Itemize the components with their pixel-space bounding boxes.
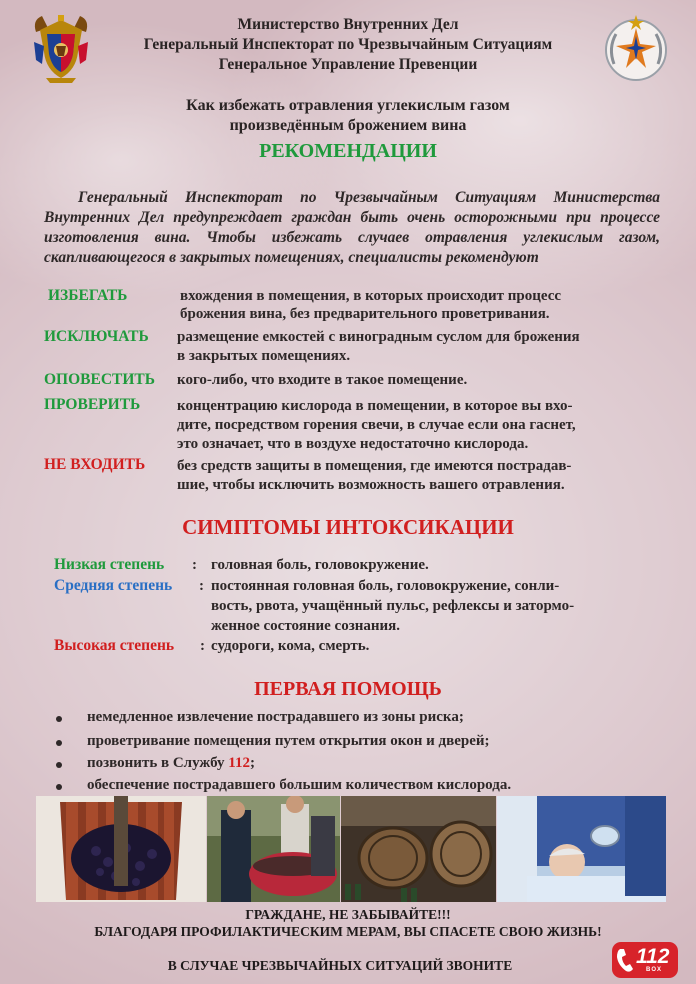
inspectorate-name: Генеральный Инспекторат по Чрезвычайным Ситуациям [143,36,553,53]
first-aid-item-4: обеспечение пострадавшего большим количеством кислорода. [87,777,512,793]
first-aid-item-3-prefix: позвонить в Службу [87,755,229,771]
first-aid-item-2: проветривание помещения путем открытия окон и дверей; [87,733,490,749]
keyword-exclude: ИСКЛЮЧАТЬ [44,328,149,345]
symptom-medium-text-3: женное состояние сознания. [211,618,401,634]
check-text-3: это означает, что в воздухе недостаточно кислорода. [177,436,529,452]
footer-line-1: ГРАЖДАНЕ, НЕ ЗАБЫВАЙТЕ!!! [245,907,451,922]
symptom-medium-text-1: постоянная головная боль, головокружение, сонли- [211,578,560,594]
department-name: Генеральное Управление Превенции [218,56,478,73]
symptom-low-text: головная боль, головокружение. [211,557,429,573]
intro-paragraph: Генеральный Инспекторат по Чрезвычайным Ситуациям Министерства Внутренних Дел предупреждает граждан быть очень осторожными при процессе изготовления вина. Чтобы избежать случаев отравления углекислым газом, скапливающегося в закрытых помещениях, специалисты рекомендуют [44,189,660,266]
exclude-text-2: в закрытых помещениях. [177,348,351,364]
badge-112-small: BOX [646,967,663,973]
first-aid-item-1: немедленное извлечение пострадавшего из зоны риска; [87,709,464,725]
symptom-low-sep: : [192,557,197,573]
symptom-low-label: Низкая степень [54,556,165,573]
do-not-enter-text-1: без средств защиты в помещения, где имеются пострадав- [177,458,572,474]
symptom-medium-sep: : [199,578,204,594]
bullet-icon [56,762,62,768]
ministry-name: Министерство Внутренних Дел [237,16,459,33]
first-aid-112-number: 112 [228,755,250,771]
symptom-high-label: Высокая степень [54,637,175,654]
check-text-2: дите, посредством горения свечи, в случае если она гаснет, [177,417,576,433]
badge-112-number: 112 [636,945,670,968]
symptoms-heading: СИМПТОМЫ ИНТОКСИКАЦИИ [182,515,514,539]
photo-rescuers-with-tub [207,796,340,902]
badge-112 [612,942,678,978]
avoid-text-2: брожения вина, без предварительного проветривания. [180,306,550,322]
bullet-icon [56,716,62,722]
photo-grape-press [36,796,206,902]
photo-wine-barrels [341,796,496,902]
notify-text-1: кого-либо, что входите в такое помещение. [177,372,468,388]
title-line-2: произведённым брожением вина [229,117,467,134]
symptom-medium-text-2: вость, рвота, учащённый пульс, рефлексы и затормо- [211,598,575,614]
symptom-high-sep: : [200,638,205,654]
keyword-avoid: ИЗБЕГАТЬ [48,287,128,304]
emergency-emblem-icon [600,12,672,84]
title-line-1: Как избежать отравления углекислым газом [186,97,510,114]
footer-line-2: БЛАГОДАРЯ ПРОФИЛАКТИЧЕСКИМ МЕРАМ, ВЫ СПАСЕТЕ СВОЮ ЖИЗНЬ! [94,924,602,939]
first-aid-heading: ПЕРВАЯ ПОМОЩЬ [254,678,442,700]
keyword-do-not-enter: НЕ ВХОДИТЬ [44,456,146,473]
coat-of-arms-icon [32,12,90,84]
bullet-icon [56,740,62,746]
footer-line-3: В СЛУЧАЕ ЧРЕЗВЫЧАЙНЫХ СИТУАЦИЙ ЗВОНИТЕ [167,958,513,973]
recommendations-heading: РЕКОМЕНДАЦИИ [259,140,437,162]
symptom-medium-label: Средняя степень [54,577,173,594]
do-not-enter-text-2: шие, чтобы исключить возможность вашего отравления. [177,477,565,493]
exclude-text-1: размещение емкостей с виноградным суслом для брожения [177,329,580,345]
check-text-1: концентрацию кислорода в помещении, в которое вы вхо- [177,398,573,414]
bullet-icon [56,784,62,790]
first-aid-item-3 [87,753,255,774]
first-aid-item-3-suffix: ; [249,755,255,771]
photo-oxygen-mask [497,796,666,902]
phone-icon [616,947,636,973]
avoid-text-1: вхождения в помещения, в которых происходит процесс [180,288,562,304]
symptom-high-text: судороги, кома, смерть. [211,638,370,654]
keyword-check: ПРОВЕРИТЬ [44,396,141,413]
keyword-notify: ОПОВЕСТИТЬ [44,371,156,388]
